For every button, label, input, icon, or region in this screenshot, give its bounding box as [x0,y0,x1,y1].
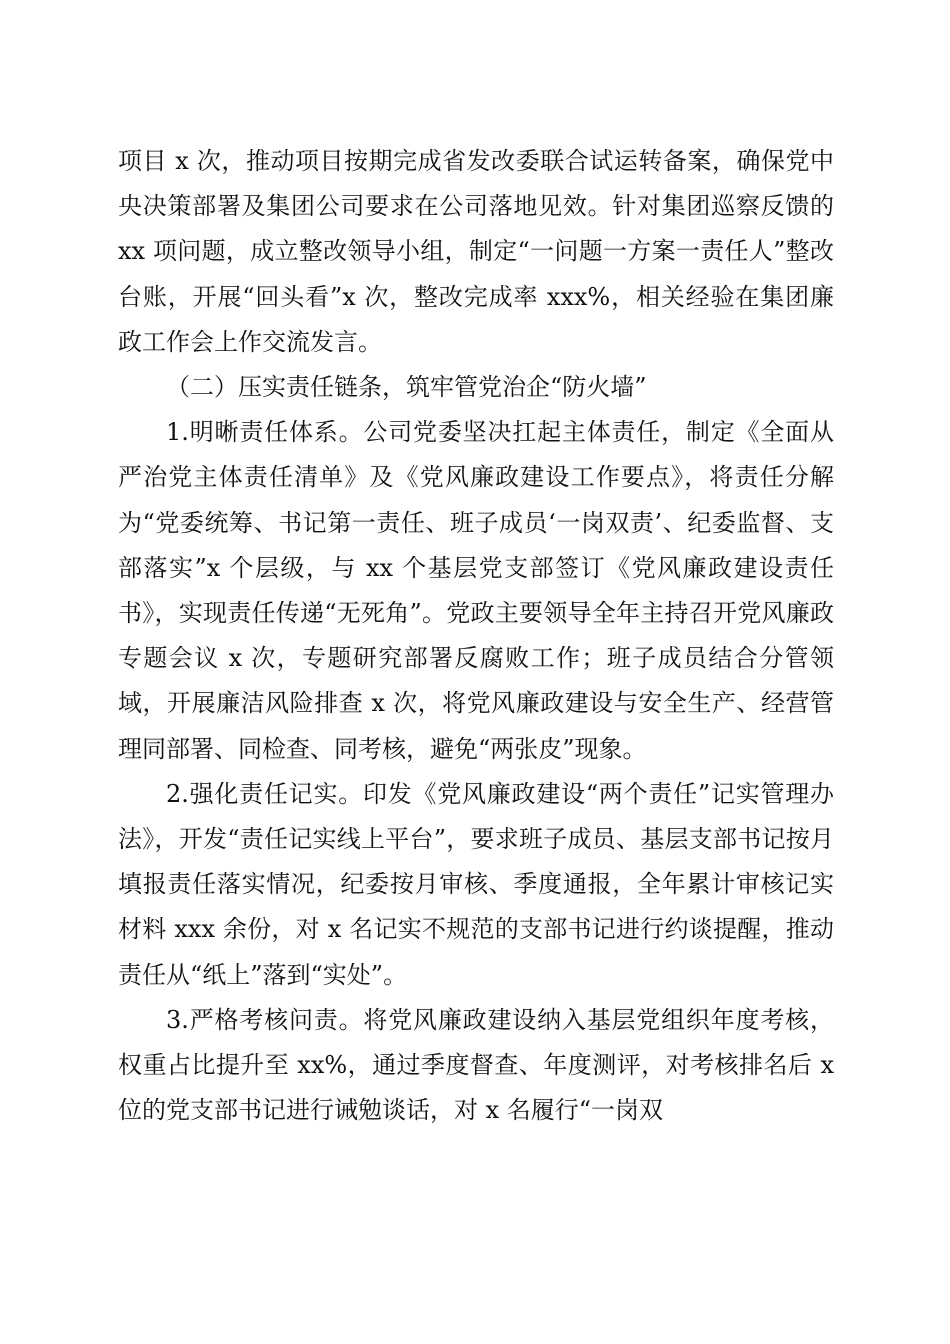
paragraph-responsibility-record: 2.强化责任记实。印发《党风廉政建设“两个责任”记实管理办法》，开发“责任记实线上平台”，要求班子成员、基层支部书记按月填报责任落实情况，纪委按月审核、季度通报，全年累计审核记实材料 xxx 余份，对 x 名记实不规范的支部书记进行约谈提醒，推动责任从“纸上”落到“实处”。 [118,779,834,989]
paragraph-responsibility-system: 1.明晰责任体系。公司党委坚决扛起主体责任，制定《全面从严治党主体责任清单》及《党风廉政建设工作要点》，将责任分解为“党委统筹、书记第一责任、班子成员‘一岗双责’、纪委监督、支部落实”x 个层级，与 xx 个基层党支部签订《党风廉政建设责任书》，实现责任传递“无死角”。党政主要领导全年主持召开党风廉政专题会议 x 次，专题研究部署反腐败工作；班子成员结合分管领域，开展廉洁风险排查 x 次，将党风廉政建设与安全生产、经营管理同部署、同检查、同考核，避免“两张皮”现象。 [118,418,834,763]
section-heading: （二）压实责任链条，筑牢管党治企“防火墙” [166,373,647,402]
document-body [118,139,834,1133]
paragraph-assessment-accountability: 3.严格考核问责。将党风廉政建设纳入基层党组织年度考核，权重占比提升至 xx%，通过季度督查、年度测评，对考核排名后 x 位的党支部书记进行诫勉谈话，对 x 名履行“一岗双 [118,1005,834,1125]
paragraph-continuation: 项目 x 次，推动项目按期完成省发改委联合试运转备案，确保党中央决策部署及集团公司要求在公司落地见效。针对集团巡察反馈的 xx 项问题，成立整改领导小组，制定“一问题一方案一责任人”整改台账，开展“回头看”x 次，整改完成率 xxx%，相关经验在集团廉政工作会上作交流发言。 [118,147,834,356]
